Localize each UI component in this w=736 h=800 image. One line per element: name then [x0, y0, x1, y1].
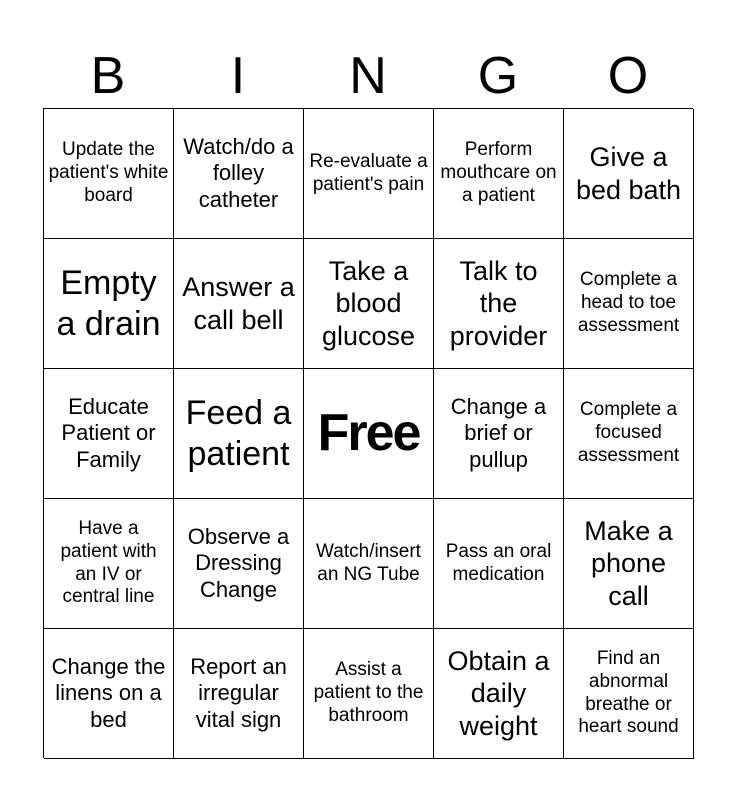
- bingo-free-space[interactable]: [304, 369, 434, 499]
- bingo-cell-r0-c2[interactable]: [304, 109, 434, 239]
- bingo-cell-r1-c4[interactable]: [564, 239, 694, 369]
- free-space-text: Free: [317, 404, 420, 463]
- cell-text: Answer a call bell: [182, 272, 295, 335]
- header-letter-g: G: [477, 47, 519, 105]
- bingo-cell-r3-c0[interactable]: [44, 499, 174, 629]
- cell-text: Pass an oral medication: [445, 540, 552, 585]
- bingo-header: [43, 44, 693, 108]
- cell-text: Take a blood glucose: [321, 255, 416, 351]
- cell-text: Have a patient with an IV or central line: [60, 517, 157, 608]
- bingo-cell-r0-c4[interactable]: [564, 109, 694, 239]
- bingo-cell-r1-c2[interactable]: [304, 239, 434, 369]
- header-letter-n: N: [349, 47, 387, 105]
- bingo-cell-r2-c0[interactable]: [44, 369, 174, 499]
- header-letter-i: I: [230, 47, 246, 105]
- bingo-cell-r4-c4[interactable]: [564, 629, 694, 759]
- bingo-cell-r4-c2[interactable]: [304, 629, 434, 759]
- cell-text: Perform mouthcare on a patient: [440, 139, 557, 206]
- cell-text: Re-evaluate a patient's pain: [309, 150, 428, 195]
- bingo-cell-r3-c3[interactable]: [434, 499, 564, 629]
- header-letter-b: B: [90, 47, 126, 105]
- bingo-cell-r4-c3[interactable]: [434, 629, 564, 759]
- bingo-cell-r3-c4[interactable]: [564, 499, 694, 629]
- cell-text: Watch/do a folley catheter: [183, 133, 294, 212]
- cell-text: Obtain a daily weight: [447, 645, 550, 741]
- cell-text: Assist a patient to the bathroom: [313, 659, 424, 726]
- cell-text: Update the patient's white board: [48, 139, 169, 206]
- cell-text: Find an abnormal breathe or heart sound: [578, 647, 679, 738]
- cell-text: Watch/insert an NG Tube: [316, 540, 421, 585]
- bingo-board: [43, 108, 693, 758]
- bingo-cell-r2-c3[interactable]: [434, 369, 564, 499]
- cell-text: Empty a drain: [56, 263, 161, 343]
- bingo-cell-r3-c1[interactable]: [174, 499, 304, 629]
- cell-text: Complete a focused assessment: [577, 399, 680, 466]
- cell-text: Observe a Dressing Change: [187, 523, 290, 602]
- bingo-cell-r0-c3[interactable]: [434, 109, 564, 239]
- bingo-cell-r0-c1[interactable]: [174, 109, 304, 239]
- cell-text: Educate Patient or Family: [61, 393, 156, 472]
- cell-text: Change a brief or pullup: [450, 393, 547, 472]
- bingo-cell-r1-c0[interactable]: [44, 239, 174, 369]
- cell-text: Report an irregular vital sign: [190, 653, 287, 732]
- cell-text: Change the linens on a bed: [51, 653, 166, 732]
- cell-text: Give a bed bath: [575, 142, 682, 205]
- cell-text: Talk to the provider: [449, 255, 548, 351]
- cell-text: Make a phone call: [584, 515, 673, 611]
- bingo-cell-r1-c3[interactable]: [434, 239, 564, 369]
- bingo-cell-r3-c2[interactable]: [304, 499, 434, 629]
- bingo-cell-r4-c0[interactable]: [44, 629, 174, 759]
- cell-text: Feed a patient: [185, 393, 292, 473]
- bingo-cell-r0-c0[interactable]: [44, 109, 174, 239]
- bingo-cell-r2-c1[interactable]: [174, 369, 304, 499]
- cell-text: Complete a head to toe assessment: [577, 269, 680, 336]
- bingo-cell-r4-c1[interactable]: [174, 629, 304, 759]
- bingo-cell-r1-c1[interactable]: [174, 239, 304, 369]
- bingo-cell-r2-c4[interactable]: [564, 369, 694, 499]
- header-letter-o: O: [607, 47, 649, 105]
